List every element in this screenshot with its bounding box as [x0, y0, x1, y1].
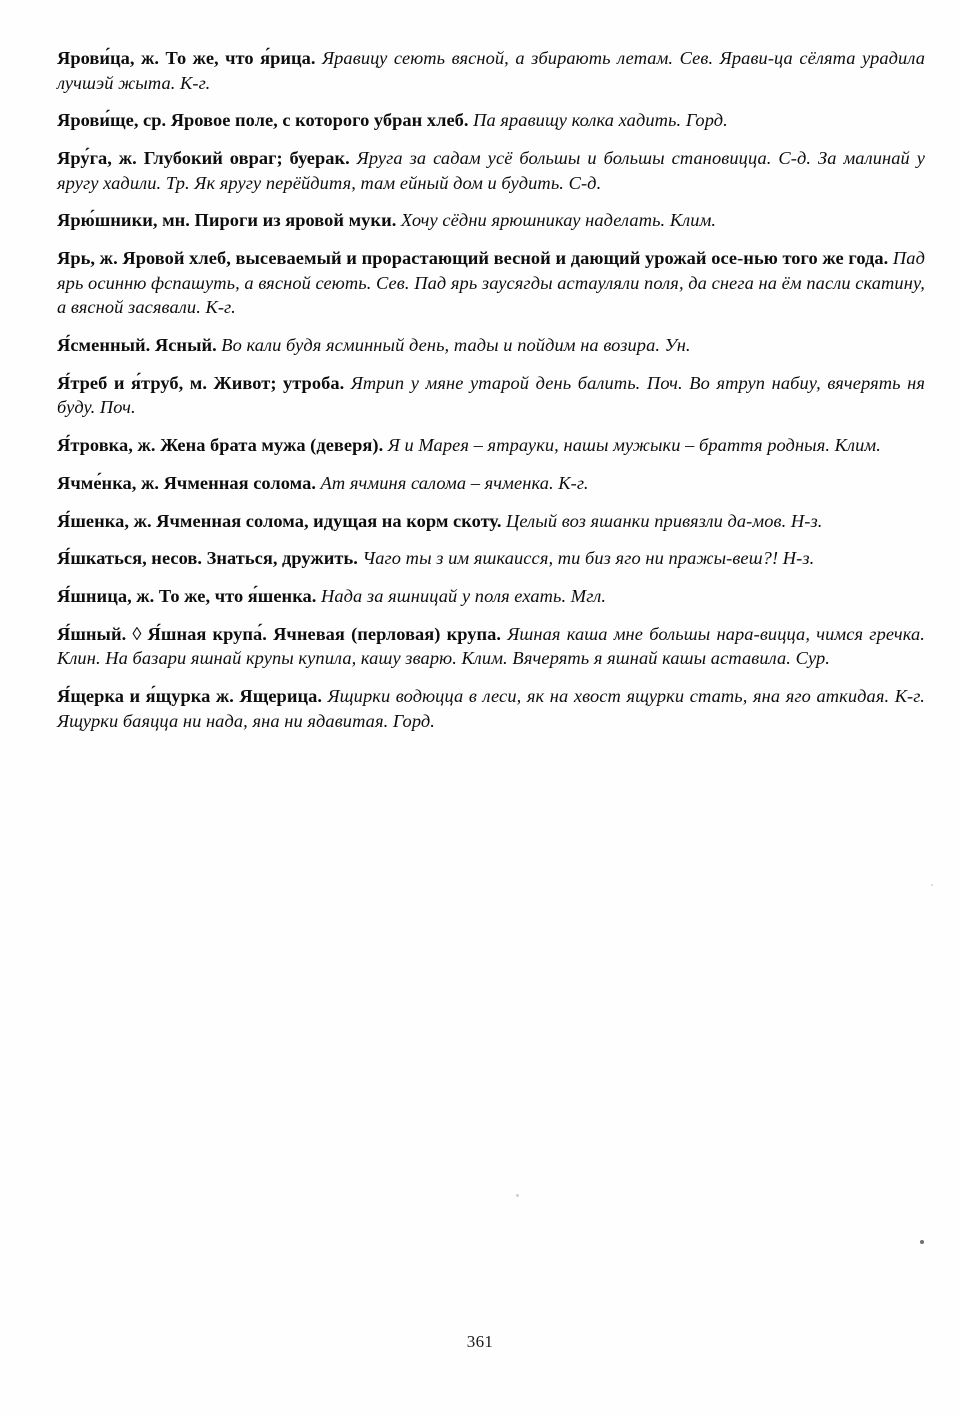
dictionary-entry [57, 46, 925, 95]
entry-headword-main: Я́шный. [57, 623, 127, 644]
entry-headword-definition: Я́шная крупа́. Ячневая (перловая) крупа. [147, 623, 502, 644]
entry-example: Нада за яшницай у поля ехать. Мгл. [320, 586, 607, 607]
entry-headword-definition: Я́шенка, ж. Ячменная солома, идущая на корм скоту. [57, 510, 502, 531]
entry-headword-definition: Я́шница, ж. То же, что я́шенка. [57, 586, 317, 607]
entry-example: Хочу сёдни ярюшникау наделать. Клим. [400, 210, 717, 231]
entry-example: Па яравищу колка хадить. Горд. [473, 110, 728, 131]
entry-example: Я и Марея – ятрауки, нашы мужыки – браття родныя. Клим. [387, 435, 881, 456]
scan-speck [931, 884, 933, 886]
entry-headword-definition: Ярь, ж. Яровой хлеб, высеваемый и прорастающий весной и дающий урожай осе-нью того же года. [57, 248, 889, 269]
dictionary-entry [57, 146, 925, 195]
entry-example: Яшная каша мне большы нара-вицца, чимся гречка. Клин. На базари яшнай крупы купила, кашу зварю. Клим. Вячерять я яшнай кашы аставила. Сур. [57, 623, 926, 669]
entry-headword-definition: Ярови́ца, ж. То же, что я́рица. [57, 48, 316, 68]
dictionary-entry [57, 371, 925, 420]
entry-headword-definition: Ярови́ще, ср. Яровое поле, с которого убран хлеб. [57, 110, 469, 131]
entry-headword-definition: Яру́га, ж. Глубокий овраг; буерак. [57, 148, 350, 169]
entry-headword-definition: Ярю́шники, мн. Пироги из яровой муки. [57, 210, 397, 231]
dictionary-entry [57, 622, 925, 671]
entry-example: Во кали будя ясминный день, тады и пойдим на возира. Ун. [221, 335, 691, 355]
entry-headword-definition: Я́шкаться, несов. Знаться, дружить. [57, 548, 358, 569]
lozenge-icon: ◊ [132, 623, 142, 644]
dictionary-entry [57, 333, 925, 358]
entry-headword-definition: Я́щерка и я́щурка ж. Ящерица. [57, 686, 323, 707]
dictionary-entry [57, 108, 925, 133]
entry-headword-definition: Я́треб и я́труб, м. Живот; утроба. [57, 372, 345, 393]
page-number: 361 [466, 1332, 494, 1351]
dictionary-entry-list [57, 46, 925, 733]
dictionary-entry [57, 208, 925, 233]
entry-example: Пад ярь осинню фспашуть, а вясной сеють. Сев. Пад ярь заусягды астауляли поля, да снега на ём пасли скатину, а вясной засявали. К-г. [57, 248, 925, 318]
entry-example: Яравицу сеють вясной, а збирають летам. Сев. Ярави-ца сёлята урадила лучшэй жыта. К-г. [57, 48, 925, 93]
dictionary-entry [57, 509, 925, 534]
entry-headword-definition: Я́сменный. Ясный. [57, 335, 217, 355]
scan-speck [920, 1240, 924, 1244]
entry-example: Яруга за садам усё большы и большы становицца. С-д. За малинай у яругу хадили. Тр. Як яругу перёйдитя, там ейный дом и будить. С-д. [57, 148, 926, 193]
entry-headword-definition: Ячме́нка, ж. Ячменная солома. [57, 472, 317, 493]
entry-example: Целый воз яшанки привязли да-мов. Н-з. [506, 510, 823, 531]
dictionary-entry [57, 246, 925, 320]
dictionary-entry [57, 684, 925, 733]
dictionary-entry [57, 584, 925, 609]
entry-example: Ящирки водюцца в леси, як на хвост ящурки стать, яна яго аткидая. К-г. Ящурки баяцца ни нада, яна ни ядавитая. Горд. [57, 686, 926, 731]
dictionary-entry [57, 546, 925, 571]
entry-example: Ат ячминя салома – ячменка. К-г. [320, 472, 589, 493]
dictionary-entry [57, 471, 925, 496]
entry-example: Ятрип у мяне утарой день балить. Поч. Во ятруп набиу, вячерять ня буду. Поч. [57, 372, 926, 418]
entry-headword-definition: Я́тровка, ж. Жена брата мужа (деверя). [57, 435, 384, 456]
dictionary-entry [57, 433, 925, 458]
scan-speck [516, 1194, 519, 1197]
entry-example: Чаго ты з им яшкаисся, ти биз яго ни пражы-веш?! Н-з. [362, 548, 815, 569]
